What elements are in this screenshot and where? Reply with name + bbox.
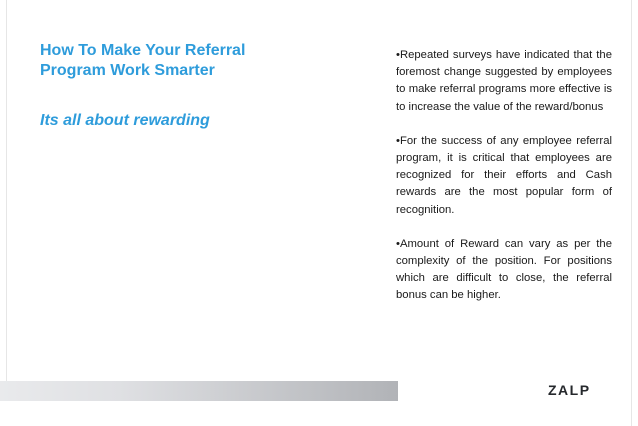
slide-subtitle: Its all about rewarding	[40, 112, 210, 129]
bullet-item: •For the success of any employee referral program, it is critical that employees are recognized for their efforts and Cash rewards are the most popular form of recognition.	[396, 134, 612, 216]
bullet-list	[396, 47, 612, 322]
slide-title: How To Make Your Referral Program Work Smarter	[40, 42, 246, 79]
bullet-item: •Amount of Reward can vary as per the complexity of the position. For positions which are difficult to close, the referral bonus can be higher.	[396, 237, 612, 302]
footer-gradient-bar	[0, 381, 398, 401]
zalp-logo: ZALP	[548, 382, 591, 398]
slide-frame-right	[631, 0, 632, 426]
bullet-item: •Repeated surveys have indicated that the foremost change suggested by employees to make referral programs more effective is to increase the value of the reward/bonus	[396, 49, 612, 113]
slide-frame-left	[6, 0, 7, 400]
